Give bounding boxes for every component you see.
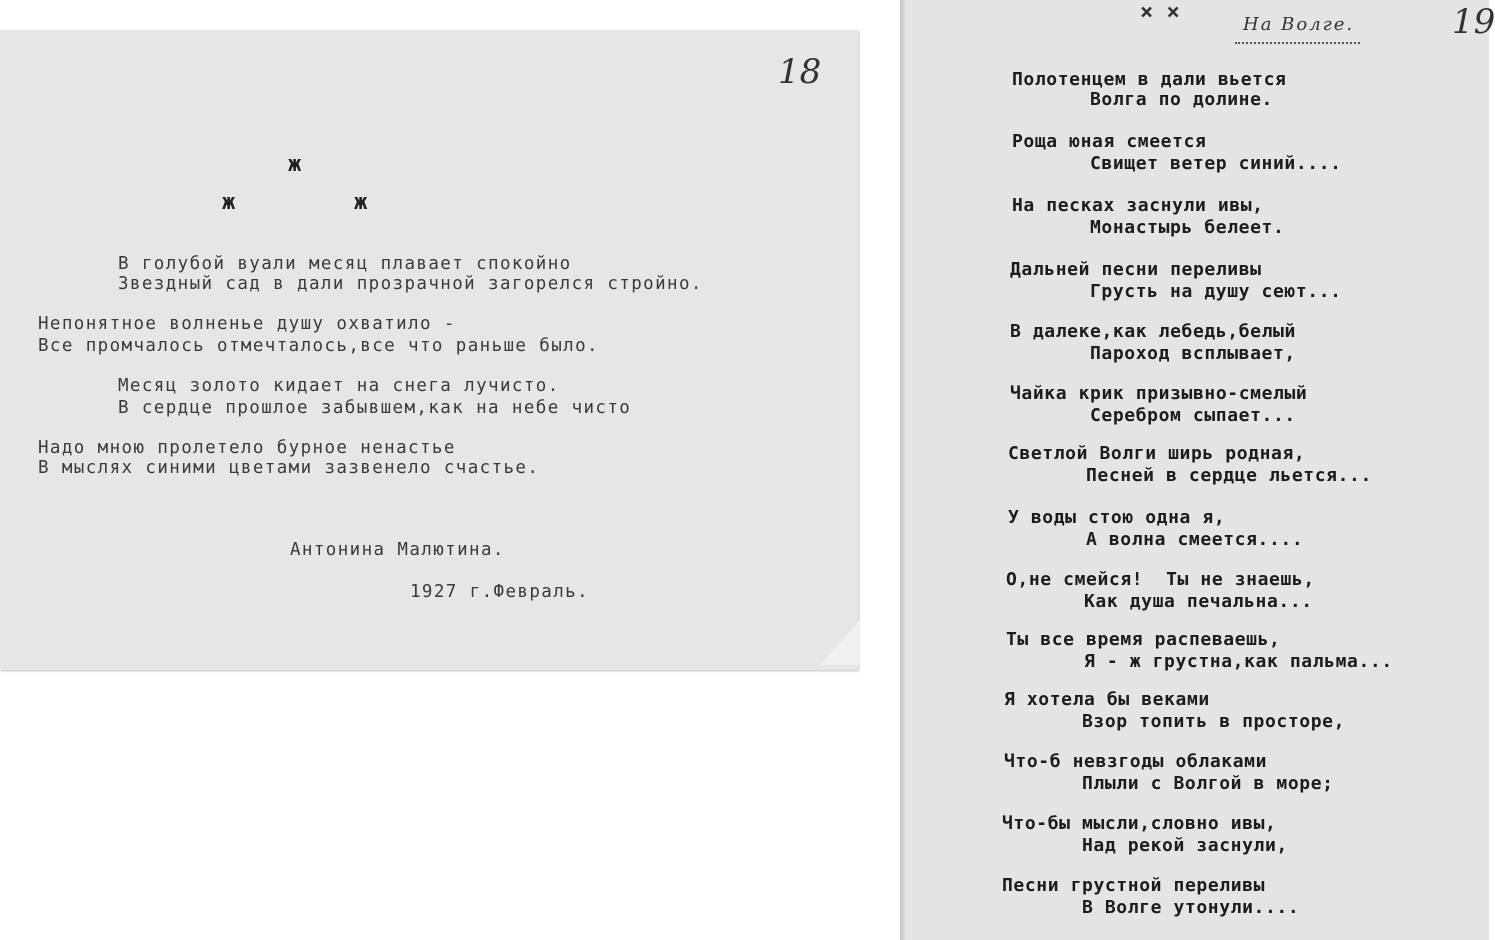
left-page-number: 18 [778, 52, 822, 92]
poem-line: Над рекой заснули, [1082, 835, 1288, 856]
cross-marks: × × [1140, 0, 1180, 25]
poem-line: Звездный сад в дали прозрачной загорелся стройно. [118, 274, 703, 294]
poem-title: На Волге. [1243, 14, 1355, 35]
poem-line: Серебром сыпает... [1090, 405, 1296, 426]
poem-date: 1927 г.Февраль. [410, 582, 590, 602]
poem-line: Чайка крик призывно-смелый [1010, 383, 1308, 404]
poem-line: Я - ж грустна,как пальма... [1084, 651, 1393, 672]
poem-line: Светлой Волги ширь родная, [1008, 443, 1306, 464]
asterism-star-right: ж [354, 190, 368, 215]
poem-line: В мыслях синими цветами зазвенело счастье. [38, 458, 540, 478]
right-page-number: 19 [1452, 2, 1495, 42]
poem-line: Все промчалось отмечталось,все что раньше было. [38, 336, 599, 356]
poem-line: Взор топить в просторе, [1082, 711, 1346, 732]
poem-line: Полотенцем в дали вьется [1012, 69, 1287, 90]
poem-line: Что-бы мысли,словно ивы, [1002, 813, 1277, 834]
poem-line: Роща юная смеется [1012, 131, 1207, 152]
poem-line: Плыли с Волгой в море; [1082, 773, 1334, 794]
poem-line: В Волге утонули.... [1082, 897, 1300, 918]
poem-line: В сердце прошлое забывшем,как на небе чисто [118, 398, 632, 418]
poem-line: Непонятное волненье душу охватило - [38, 314, 456, 334]
poem-line: Монастырь белеет. [1090, 217, 1285, 238]
poem-line: А волна смеется.... [1086, 529, 1304, 550]
poem-line: Пароход всплывает, [1090, 343, 1296, 364]
poem-line: Волга по долине. [1090, 89, 1273, 110]
poem-line: У воды стою одна я, [1008, 507, 1226, 528]
title-underline [1235, 42, 1360, 44]
poem-line: Месяц золото кидает на снега лучисто. [118, 376, 560, 396]
poem-line: Надо мною пролетело бурное ненастье [38, 438, 456, 458]
poem-line: На песках заснули ивы, [1012, 195, 1264, 216]
poem-line: В далеке,как лебедь,белый [1010, 321, 1296, 342]
poem-line: Ты все время распеваешь, [1006, 629, 1281, 650]
poem-line: О,не смейся! Ты не знаешь, [1006, 569, 1315, 590]
poem-line: Песней в сердце льется... [1086, 465, 1372, 486]
asterism-star-top: ж [288, 152, 302, 177]
page-gutter-shadow [900, 0, 906, 940]
poem-line: Свищет ветер синий.... [1090, 153, 1342, 174]
poem-line: Дальней песни переливы [1010, 259, 1262, 280]
poem-line: Грусть на душу сеют... [1090, 281, 1342, 302]
asterism-star-left: ж [222, 190, 236, 215]
poem-line: В голубой вуали месяц плавает спокойно [118, 254, 572, 274]
poem-line: Песни грустной переливы [1002, 875, 1266, 896]
poem-line: Что-б невзгоды облаками [1004, 751, 1268, 772]
author-signature: Антонина Малютина. [290, 540, 505, 560]
poem-line: Я хотела бы веками [1004, 689, 1210, 710]
poem-line: Как душа печальна... [1084, 591, 1313, 612]
